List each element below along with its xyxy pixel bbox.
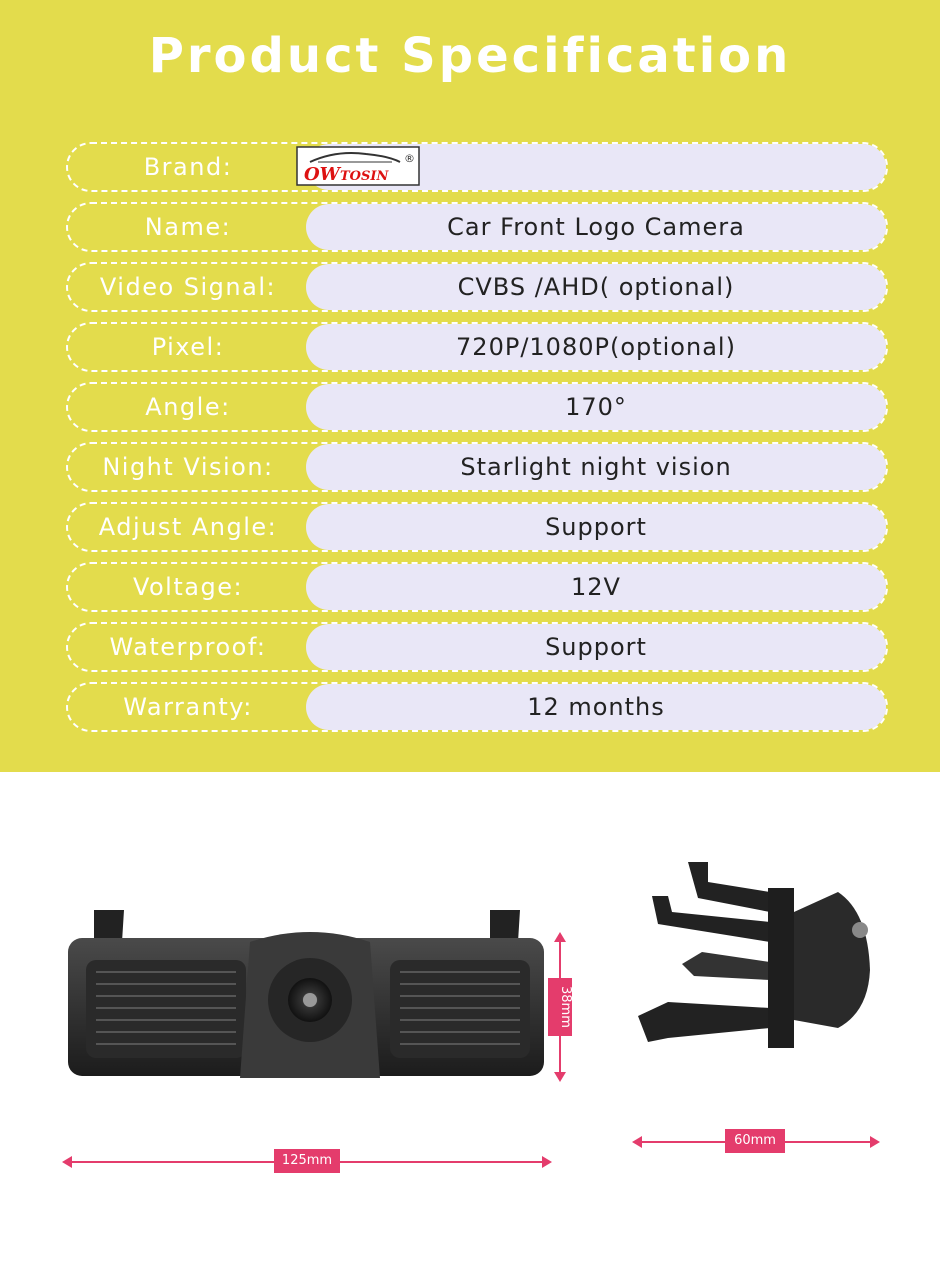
spec-label: Warranty: (123, 693, 253, 721)
height-label: 38mm (548, 978, 572, 1036)
spec-row-warranty (66, 682, 888, 732)
product-images (0, 772, 940, 1275)
spec-label: Night Vision: (102, 453, 274, 481)
spec-row-adjust-angle (66, 502, 888, 552)
spec-row-name (66, 202, 888, 252)
spec-value: 12 months (306, 684, 886, 730)
spec-value: 170° (306, 384, 886, 430)
camera-front-view (60, 902, 550, 1082)
width-label: 125mm (274, 1149, 340, 1173)
camera-side-view (628, 852, 878, 1092)
spec-value: 720P/1080P(optional) (306, 324, 886, 370)
svg-text:®: ® (404, 152, 415, 165)
spec-row-voltage (66, 562, 888, 612)
spec-label: Video Signal: (99, 273, 277, 301)
spec-label: Angle: (145, 393, 231, 421)
page-title: Product Specification (148, 28, 792, 84)
spec-value: 12V (306, 564, 886, 610)
spec-value: Starlight night vision (306, 444, 886, 490)
spec-row-pixel (66, 322, 888, 372)
spec-label: Adjust Angle: (98, 513, 278, 541)
svg-text:OW: OW (304, 164, 340, 185)
spec-row-video-signal (66, 262, 888, 312)
svg-text:TOSIN: TOSIN (340, 169, 389, 184)
spec-value: Support (306, 624, 886, 670)
spec-row-night-vision (66, 442, 888, 492)
owtosin-logo (296, 146, 420, 186)
spec-row-waterproof (66, 622, 888, 672)
spec-row-brand (66, 142, 888, 192)
spec-row-angle (66, 382, 888, 432)
spec-label: Pixel: (151, 333, 225, 361)
spec-label: Waterproof: (109, 633, 267, 661)
spec-value: CVBS /AHD( optional) (306, 264, 886, 310)
spec-label: Brand: (143, 153, 233, 181)
spec-label: Voltage: (132, 573, 244, 601)
spec-value: Car Front Logo Camera (306, 204, 886, 250)
spec-label: Name: (144, 213, 232, 241)
spec-value: Support (306, 504, 886, 550)
depth-label: 60mm (725, 1129, 785, 1153)
